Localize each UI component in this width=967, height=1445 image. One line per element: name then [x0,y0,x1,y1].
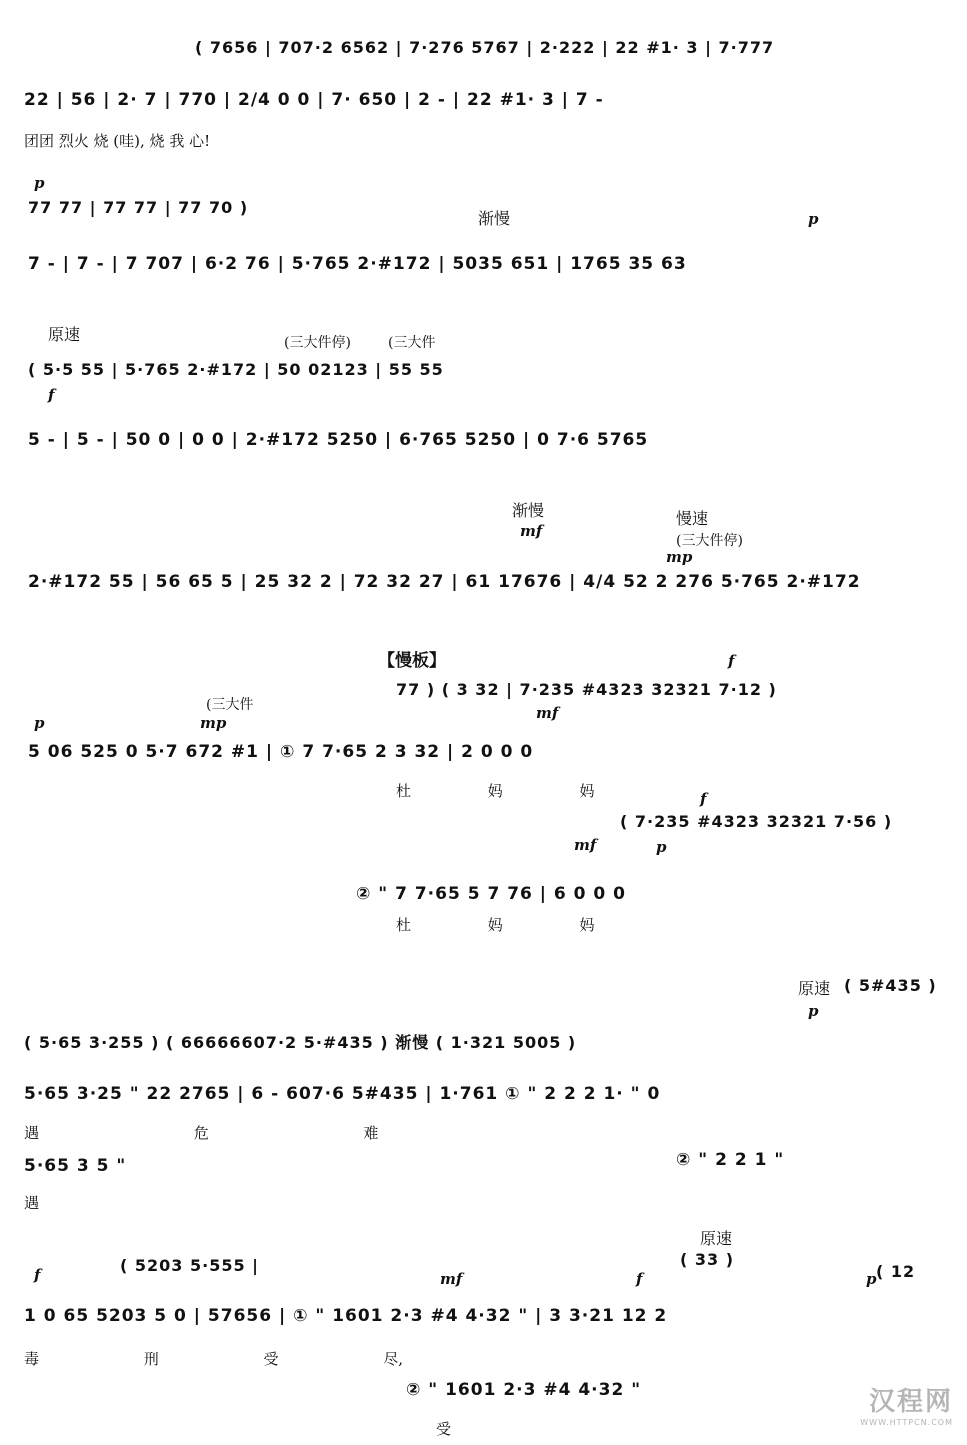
row5-lyrics: 杜 妈 妈 [396,782,595,800]
row8-melody: 5·65 3 5 " [24,1156,127,1176]
row5-dynamic-mp: mp [200,714,227,732]
row3-dynamic-f: f [48,386,55,404]
row6-lyrics: 杜 妈 妈 [396,916,595,934]
row2-accompaniment: 77 77 | 77 77 | 77 70 ) [28,198,249,217]
row7-melody: 5·65 3·25 " 22 2765 | 6 - 607·6 5#435 | 1·761 ① " 2 2 2 1· " 0 [24,1084,661,1104]
row7-tempo-yuansu: 原速 [798,979,831,998]
row4-dynamic-mf: mf [520,522,543,540]
row9-dynamic-mf: mf [440,1270,463,1288]
row1-lyrics: 团团 烈火 烧 (哇), 烧 我 心! [24,132,211,150]
row5-dynamic-f: f [728,652,735,670]
row5-sandajian: (三大件 [206,697,254,713]
row1-accompaniment: ( 7656 | 707·2 6562 | 7·276 5767 | 2·222 | 22 #1· 3 | 7·777 [195,38,775,57]
row7-lyrics: 遇 危 难 [24,1124,379,1142]
section-title-manban: 【慢板】 [378,651,446,671]
row9-dynamic-p: p [866,1270,877,1288]
row9-dynamic-f2: f [636,1270,643,1288]
row10-melody: ② " 1601 2·3 #4 4·32 " [406,1380,642,1400]
row9-dynamic-f: f [34,1266,41,1284]
row4-melody: 2·#172 55 | 56 65 5 | 25 32 2 | 72 32 27 | 61 17676 | 4/4 52 2 276 5·765 2·#172 [28,572,861,592]
row5-melody: 5 06 525 0 5·7 672 #1 | ① 7 7·65 2 3 32 | 2 0 0 0 [28,742,534,762]
row4-tempo-mansu: 慢速 [676,509,709,528]
row3-sandajian: (三大件 [388,335,436,351]
row6-dynamic-mf: mf [574,836,597,854]
row7-dynamic-p: p [808,1002,819,1020]
row2-tempo-mark: 渐慢 [478,209,511,228]
row2-melody: 7 - | 7 - | 7 707 | 6·2 76 | 5·765 2·#172 | 5035 651 | 1765 35 63 [28,254,687,274]
watermark-logo: 汉程网 [868,1387,953,1417]
watermark-url: WWW.HTTPCN.COM [860,1418,953,1427]
row9-paren-33: ( 33 ) [680,1250,735,1269]
row9-tempo-yuansu: 原速 [700,1229,733,1248]
row5-dynamic-p: p [34,714,45,732]
row6-dynamic-f: f [700,790,707,808]
row2-dynamic-p2: p [808,210,819,228]
site-watermark [860,1381,953,1427]
row4-dynamic-mp: mp [666,548,693,566]
row8-lyrics: 遇 [24,1194,40,1212]
row7-parenthesis-note: ( 5#435 ) [844,976,937,995]
row5-accompaniment: 77 ) ( 3 32 | 7·235 #4323 32321 7·12 ) [396,680,777,699]
row2-dynamic-p: p [34,174,45,192]
row5-dynamic-mf: mf [536,704,559,722]
row4-sandajian-stop: (三大件停) [676,533,743,549]
row10-lyrics: 受 [436,1420,452,1438]
row7-accompaniment: ( 5·65 3·255 ) ( 66666607·2 5·#435 ) 渐慢 ( 1·321 5005 ) [24,1033,577,1052]
row6-dynamic-p: p [656,838,667,856]
row4-tempo-jianman: 渐慢 [512,501,545,520]
row9-melody: 1 0 65 5203 5 0 | 57656 | ① " 1601 2·3 #4 4·32 " | 3 3·21 12 2 [24,1306,668,1326]
row3-accompaniment: ( 5·5 55 | 5·765 2·#172 | 50 02123 | 55 55 [28,360,444,379]
row3-melody: 5 - | 5 - | 50 0 | 0 0 | 2·#172 5250 | 6·765 5250 | 0 7·6 5765 [28,430,649,450]
row3-tempo-yuansu: 原速 [48,325,81,344]
row6-melody: ② " 7 7·65 5 7 76 | 6 0 0 0 [356,884,626,904]
row8-alt-melody: ② " 2 2 1 " [676,1150,785,1170]
row9-accompaniment: ( 5203 5·555 | [120,1256,260,1275]
row9-lyrics: 毒 刑 受 尽, [24,1350,404,1368]
row9-paren-12: ( 12 [876,1262,916,1281]
row1-melody: 22 | 56 | 2· 7 | 770 | 2/4 0 0 | 7· 650 | 2 - | 22 #1· 3 | 7 - [24,90,604,110]
row3-sandajian-stop: (三大件停) [284,335,351,351]
row6-accompaniment: ( 7·235 #4323 32321 7·56 ) [620,812,893,831]
